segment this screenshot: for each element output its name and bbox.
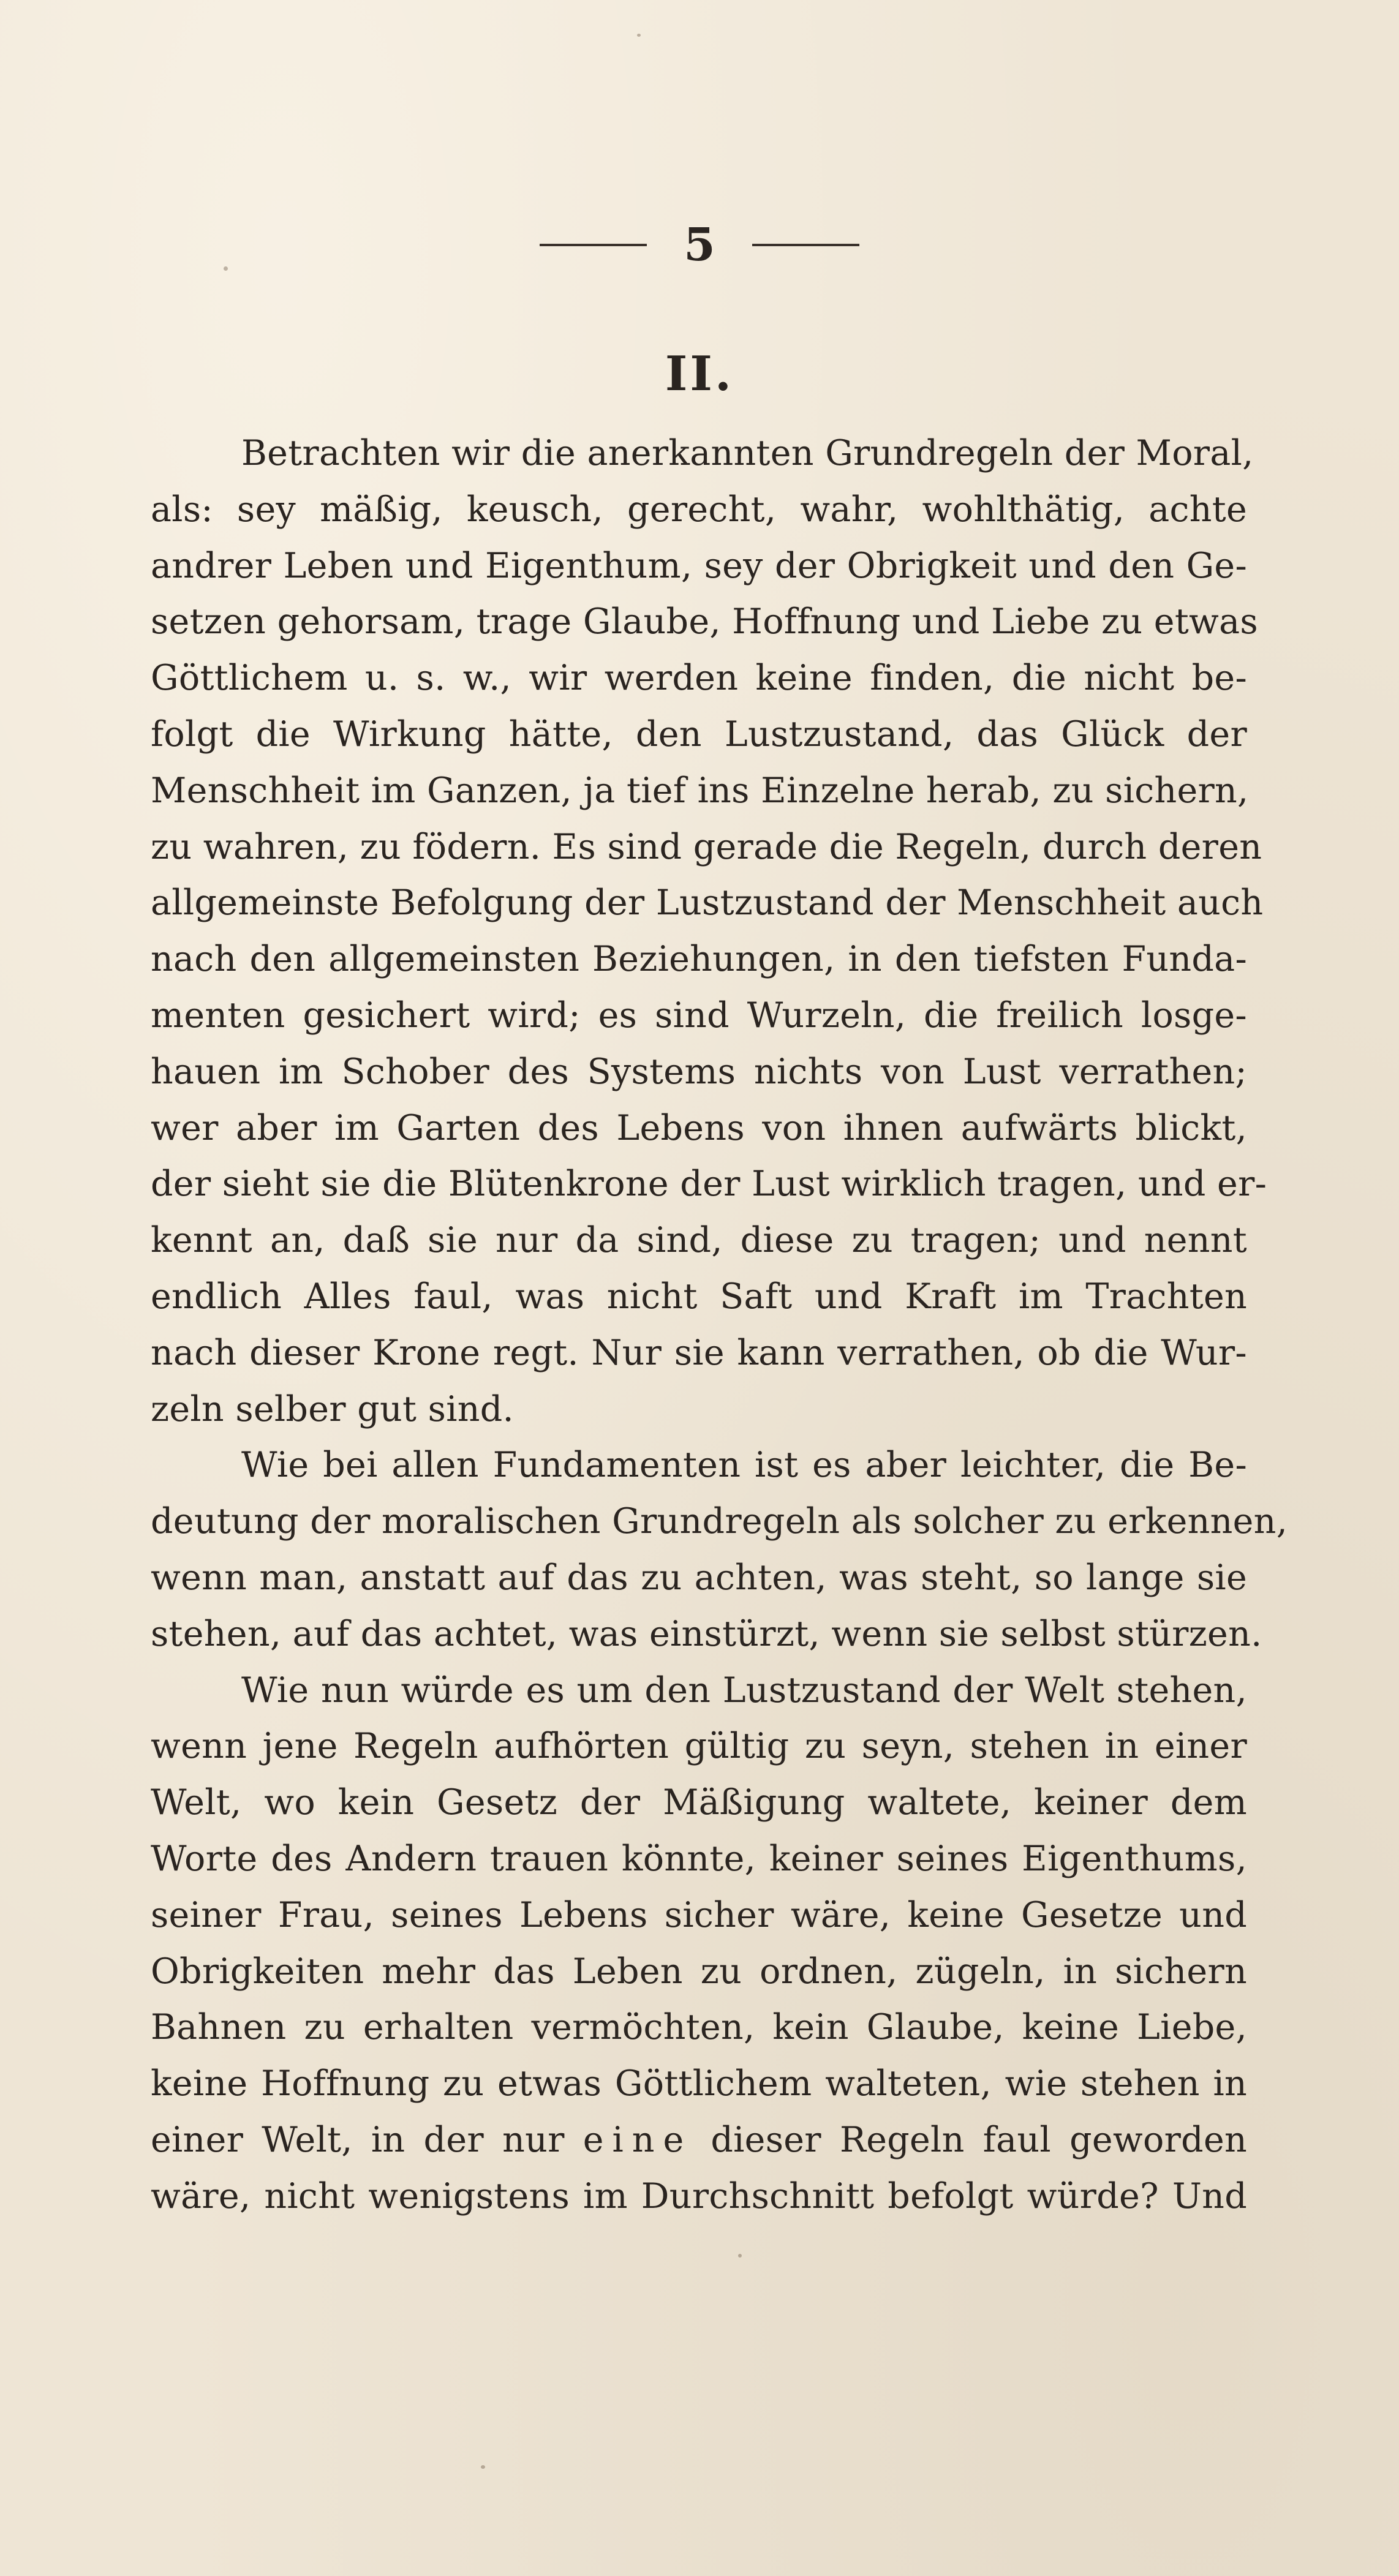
text-line: keine Hoffnung zu etwas Göttlichem walteten, wie stehen in: [151, 2063, 1247, 2104]
text-line: stehen, auf das achtet, was einstürzt, wenn sie selbst stürzen.: [151, 1613, 1262, 1654]
text-line: Wie bei allen Fundamenten ist es aber leichter, die Be-: [241, 1445, 1247, 1486]
paper-speck: [637, 34, 641, 37]
text-line: wer aber im Garten des Lebens von ihnen aufwärts blickt,: [151, 1107, 1247, 1148]
text-line: endlich Alles faul, was nicht Saft und Kraft im Trachten: [151, 1276, 1247, 1317]
text-line: deutung der moralischen Grundregeln als solcher zu erkennen,: [151, 1501, 1288, 1542]
text-line: andrer Leben und Eigenthum, sey der Obrigkeit und den Ge-: [151, 545, 1247, 586]
page-number: 5: [684, 219, 715, 271]
text-segment: einer Welt, in der nur: [151, 2119, 565, 2160]
text-line: Obrigkeiten mehr das Leben zu ordnen, zügeln, in sichern: [151, 1951, 1247, 1992]
header-rule-left: [540, 244, 647, 246]
text-line: seiner Frau, seines Lebens sicher wäre, keine Gesetze und: [151, 1894, 1247, 1935]
page-header: [0, 214, 1399, 276]
text-line: allgemeinste Befolgung der Lustzustand der Menschheit auch: [151, 883, 1264, 924]
paper-speck: [224, 266, 228, 271]
paper-speck: [481, 2465, 485, 2469]
text-line: zu wahren, zu födern. Es sind gerade die Regeln, durch deren: [151, 826, 1262, 867]
text-line: Menschheit im Ganzen, ja tief ins Einzelne herab, zu sichern,: [151, 770, 1249, 811]
text-line: nach den allgemeinsten Beziehungen, in den tiefsten Funda-: [151, 939, 1247, 980]
text-line: kennt an, daß sie nur da sind, diese zu tragen; und nennt: [151, 1220, 1247, 1261]
text-line: nach dieser Krone regt. Nur sie kann verrathen, ob die Wur-: [151, 1332, 1247, 1373]
spaced-emphasis: eine: [583, 2119, 693, 2160]
text-line: Worte des Andern trauen könnte, keiner seines Eigenthums,: [151, 1838, 1247, 1879]
header-rule-right: [752, 244, 859, 246]
text-line: Welt, wo kein Gesetz der Mäßigung waltete, keiner dem: [151, 1782, 1247, 1823]
text-line: folgt die Wirkung hätte, den Lustzustand, das Glück der: [151, 714, 1247, 755]
chapter-heading: II.: [665, 346, 734, 402]
text-line: Wie nun würde es um den Lustzustand der Welt stehen,: [241, 1670, 1247, 1711]
text-line: der sieht sie die Blütenkrone der Lust wirklich tragen, und er-: [151, 1164, 1267, 1205]
text-line-emphasis: [151, 2112, 1247, 2169]
text-line: Bahnen zu erhalten vermöchten, kein Glaube, keine Liebe,: [151, 2007, 1247, 2048]
text-line: Göttlichem u. s. w., wir werden keine finden, die nicht be-: [151, 658, 1247, 699]
text-line: wenn jene Regeln aufhörten gültig zu seyn, stehen in einer: [151, 1726, 1247, 1767]
body-text: [151, 426, 1288, 2225]
text-segment: dieser Regeln faul geworden: [711, 2119, 1248, 2160]
text-line: setzen gehorsam, trage Glaube, Hoffnung und Liebe zu etwas: [151, 601, 1258, 642]
text-line: als: sey mäßig, keusch, gerecht, wahr, wohlthätig, achte: [151, 489, 1247, 530]
text-line: hauen im Schober des Systems nichts von Lust verrathen;: [151, 1051, 1247, 1092]
text-line: Betrachten wir die anerkannten Grundregeln der Moral,: [241, 433, 1254, 473]
text-line: menten gesichert wird; es sind Wurzeln, die freilich losge-: [151, 995, 1247, 1036]
text-line: wäre, nicht wenigstens im Durchschnitt befolgt würde? Und: [151, 2175, 1247, 2216]
text-line: wenn man, anstatt auf das zu achten, was steht, so lange sie: [151, 1557, 1247, 1598]
paper-speck: [738, 2254, 742, 2258]
text-line: zeln selber gut sind.: [151, 1388, 514, 1429]
